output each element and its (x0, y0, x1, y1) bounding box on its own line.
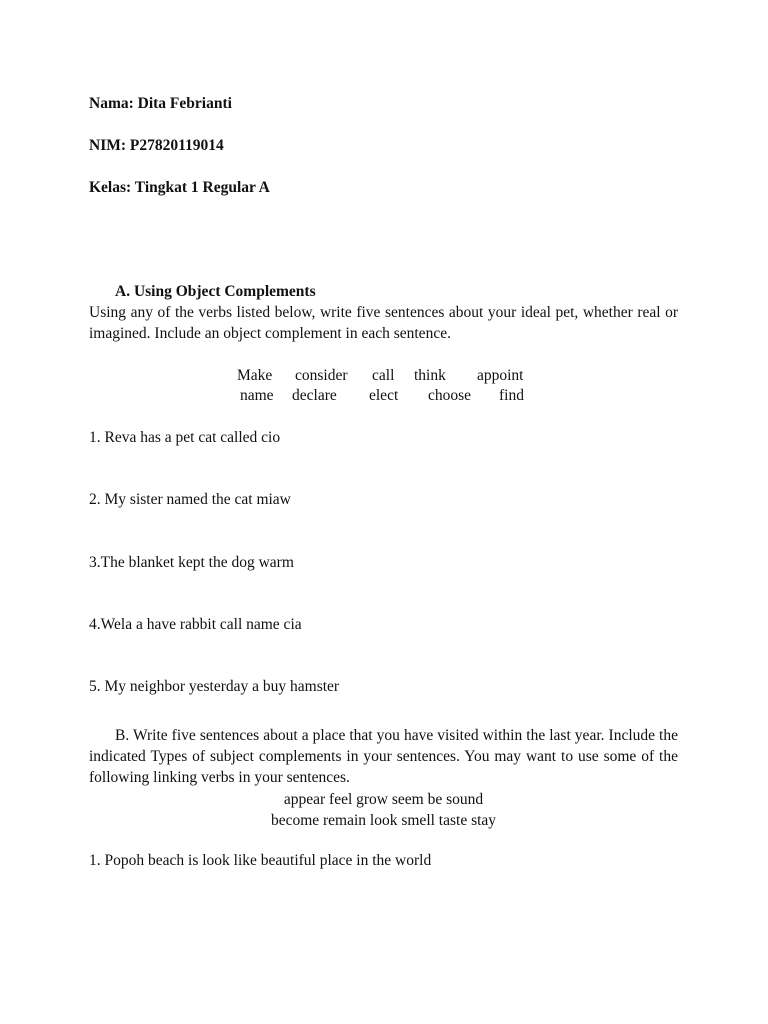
verb-item: elect (369, 387, 399, 404)
verb-item: think (414, 367, 446, 384)
answer-a-2: 2. My sister named the cat miaw (89, 491, 291, 508)
linking-verbs-line-2: become remain look smell taste stay (270, 812, 497, 829)
student-class: Kelas: Tingkat 1 Regular A (89, 179, 270, 196)
verb-item: find (499, 387, 524, 404)
answer-a-3: 3.The blanket kept the dog warm (89, 554, 294, 571)
linking-verbs-line-1: appear feel grow seem be sound (283, 791, 484, 808)
answer-a-5: 5. My neighbor yesterday a buy hamster (89, 678, 340, 695)
verb-item: consider (295, 367, 348, 384)
verb-item: declare (292, 387, 337, 404)
answer-a-4: 4.Wela a have rabbit call name cia (89, 616, 302, 633)
section-b-instructions: B. Write five sentences about a place that you have visited within the last year. Include the indicated Types of subject complements in your sentences. You may want to use some of the following linking verbs in your sentences. (89, 727, 678, 786)
answer-b-1: 1. Popoh beach is look like beautiful place in the world (89, 852, 432, 869)
verb-item: call (372, 367, 395, 384)
answer-a-1: 1. Reva has a pet cat called cio (89, 429, 281, 446)
section-a-instructions: Using any of the verbs listed below, write five sentences about your ideal pet, whether real or imagined. Include an object complement in each sentence. (89, 304, 678, 342)
student-name: Nama: Dita Febrianti (89, 95, 232, 112)
verb-item: appoint (477, 367, 524, 384)
verb-item: choose (428, 387, 472, 404)
verb-item: name (240, 387, 274, 404)
student-nim: NIM: P27820119014 (89, 137, 224, 154)
verb-item: Make (237, 367, 273, 384)
section-a-title: A. Using Object Complements (115, 283, 316, 300)
